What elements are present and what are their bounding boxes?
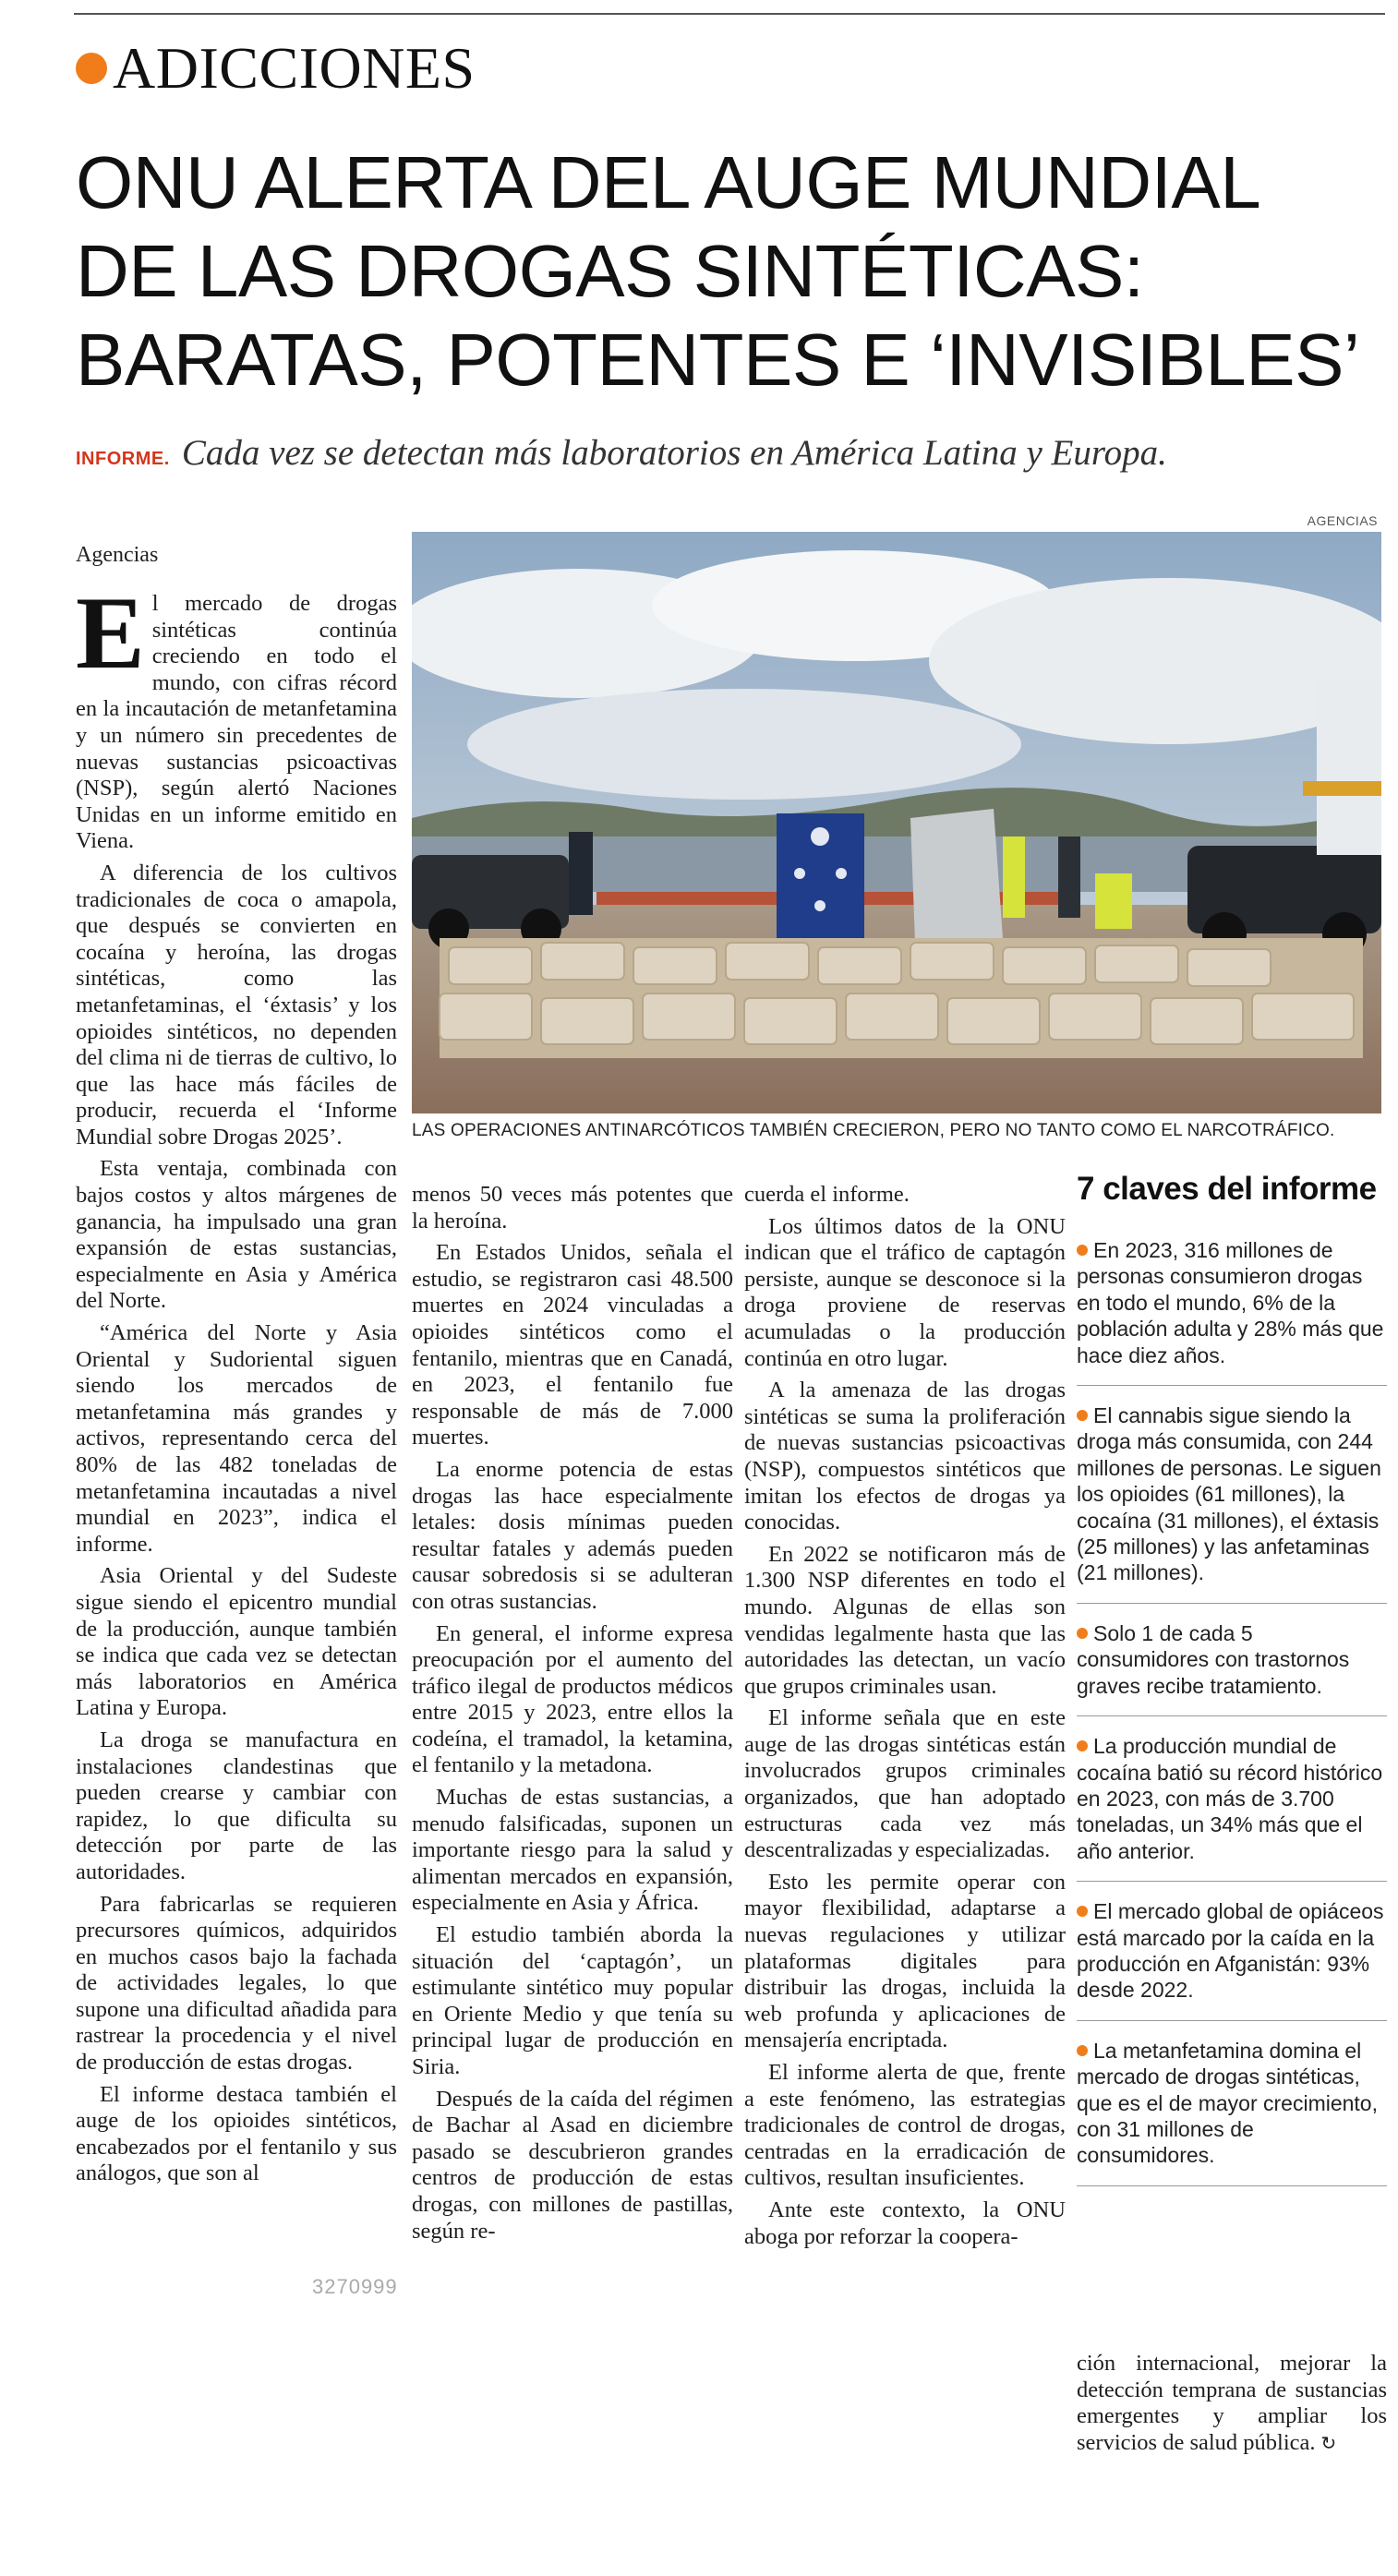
headline xyxy=(76,138,1387,404)
photo-credit: AGENCIAS xyxy=(1307,513,1378,528)
bullet-dot-icon xyxy=(1077,1245,1088,1256)
paragraph: menos 50 veces más potentes que la heroína. xyxy=(412,1182,733,1234)
dropcap: E xyxy=(76,591,145,691)
paragraph: En Estados Unidos, señala el estudio, se registraron casi 48.500 muertes en 2024 vinculadas a opioides sintéticos como el fentanilo, mientras que en Canadá, en 2023, el fentanilo fue responsable de más de 7.000 muertes. xyxy=(412,1240,733,1451)
photo-caption: LAS OPERACIONES ANTINARCÓTICOS TAMBIÉN CRECIERON, PERO NO TANTO COMO EL NARCOTRÁFICO. xyxy=(412,1121,1335,1140)
paragraph: Esta ventaja, combinada con bajos costos y altos márgenes de ganancia, ha impulsado una gran expansión de estas sustancias, especialmente en Asia y América del Norte. xyxy=(76,1156,397,1314)
paragraph: Los últimos datos de la ONU indican que el tráfico de captagón persiste, aunque se desconoce si la droga proviene de reservas acumuladas o la producción continúa en otro lugar. xyxy=(744,1213,1066,1371)
paragraph: En 2022 se notificaron más de 1.300 NSP diferentes en todo el mundo. Algunas de ellas son vendidas legalmente hasta que las autoridades las detectan, un vacío que grupos criminales usan. xyxy=(744,1541,1066,1699)
paragraph: El informe señala que en este auge de las drogas sintéticas están involucrados grupos criminales organizados, que han adoptado estructuras cada vez más descentralizadas y especializadas. xyxy=(744,1705,1066,1863)
paragraph: En general, el informe expresa preocupación por el aumento del tráfico ilegal de productos médicos entre 2015 y 2023, entre ellos la codeína, el tramadol, la ketamina, el fentanilo y la metadona. xyxy=(412,1620,733,1778)
bullet-dot-icon xyxy=(1077,1906,1088,1917)
headline-line: BARATAS, POTENTES E ‘INVISIBLES’ xyxy=(76,319,1360,401)
deck-tag: INFORME. xyxy=(76,449,170,469)
paragraph: El informe destaca también el auge de los opioides sintéticos, encabezados por el fentanilo y sus análogos, que son al xyxy=(76,2081,397,2186)
paragraph: La droga se manufactura en instalaciones clandestinas que pueden crearse y cambiar con rapidez, lo que dificulta su detección por parte de las autoridades. xyxy=(76,1727,397,1884)
paragraph: El informe alerta de que, frente a este fenómeno, las estrategias tradicionales de control de drogas, centradas en la erradicación de cultivos, resultan insuficientes. xyxy=(744,2060,1066,2191)
paragraph: Muchas de estas sustancias, a menudo falsificadas, suponen un importante riesgo para la salud y alimentan mercados en expansión, especialmente en Asia y África. xyxy=(412,1785,733,1916)
page-stamp: 3270999 xyxy=(312,2275,398,2298)
section-header xyxy=(76,35,476,101)
paragraph: A la amenaza de las drogas sintéticas se suma la proliferación de nuevas sustancias psicoactivas (NSP), compuestos sintéticos que imitan los efectos de drogas ya conocidas. xyxy=(744,1378,1066,1535)
bullet-dot-icon xyxy=(1077,2045,1088,2056)
end-mark-icon: ↻ xyxy=(1320,2431,1337,2454)
paragraph: A diferencia de los cultivos tradicionales de coca o amapola, que después se convierten en cocaína y heroína, las drogas sintéticas, como las metanfetaminas, el ‘éxtasis’ y los opioides sintéticos, no dependen del clima ni de tierras de cultivo, lo que las hace más fáciles de producir, recuerda el ‘Informe Mundial sobre Drogas 2025’. xyxy=(76,860,397,1150)
sidebar-item: El cannabis sigue siendo la droga más consumida, con 244 millones de personas. Le siguen los opioides (61 millones), la cocaína (31 millones), el éxtasis (25 millones) y las anfetaminas (21 millones). xyxy=(1077,1402,1387,1604)
byline: Agencias xyxy=(76,543,159,567)
paragraph: Asia Oriental y del Sudeste sigue siendo el epicentro mundial de la producción, aunque también se indica que cada vez se detectan más laboratorios en América Latina y Europa. xyxy=(76,1563,397,1721)
paragraph: “América del Norte y Asia Oriental y Sudoriental siguen siendo los mercados de metanfetamina más grandes y activos, representando cerca del 80% de las 482 toneladas de metanfetamina incautadas a nivel mundial en 2023”, indica el informe. xyxy=(76,1320,397,1557)
sidebar-item: Solo 1 de cada 5 consumidores con trastornos graves recibe tratamiento. xyxy=(1077,1620,1387,1716)
ending-text: ción internacional, mejorar la detección temprana de sustancias emergentes y ampliar los servicios de salud pública. xyxy=(1077,2351,1387,2455)
top-rule xyxy=(74,13,1385,15)
paragraph: Para fabricarlas se requieren precursores químicos, adquiridos en muchos casos bajo la fachada de actividades legales, lo que supone una dificultad añadida para rastrear la procedencia y el nivel de producción de estas drogas. xyxy=(76,1891,397,2076)
sidebar-title: 7 claves del informe xyxy=(1077,1171,1377,1207)
paragraph: Ante este contexto, la ONU aboga por reforzar la coopera- xyxy=(744,2197,1066,2249)
section-label: ADICCIONES xyxy=(113,35,476,101)
paragraph: Esto les permite operar con mayor flexibilidad, adaptarse a nuevas regulaciones y utilizar plataformas digitales para distribuir las drogas, incluida la web profunda y aplicaciones de mensajería encriptada. xyxy=(744,1869,1066,2053)
sidebar-item: La metanfetamina domina el mercado de drogas sintéticas, que es el de mayor crecimiento, con 31 millones de consumidores. xyxy=(1077,2038,1387,2186)
article-column-2 xyxy=(412,1182,733,2567)
paragraph: Después de la caída del régimen de Bachar al Asad en diciembre pasado se descubrieron grandes centros de producción de estas drogas, con millones de pastillas, según re- xyxy=(412,2086,733,2244)
deck xyxy=(76,432,1167,474)
paragraph: La enorme potencia de estas drogas las hace especialmente letales: dosis mínimas pueden resultar fatales y además pueden causar sobredosis si se adulteran con otras sustancias. xyxy=(412,1456,733,1614)
sidebar-item: La producción mundial de cocaína batió su récord histórico en 2023, con más de 3.700 toneladas, un 34% más que el año anterior. xyxy=(1077,1733,1387,1882)
sidebar-box xyxy=(1077,1237,1387,2203)
news-photo xyxy=(412,532,1381,1113)
headline-line: DE LAS DROGAS SINTÉTICAS: xyxy=(76,230,1144,312)
bullet-dot-icon xyxy=(1077,1410,1088,1421)
sidebar-item: El mercado global de opiáceos está marcado por la caída en la producción en Afganistán: 93% desde 2022. xyxy=(1077,1898,1387,2021)
paragraph: El mercado de drogas sintéticas continúa creciendo en todo el mundo, con cifras récord en la incautación de metanfetamina y un número sin precedentes de nuevas sustancias psicoactivas (NSP), según alertó Naciones Unidas en un informe emitido en Viena. xyxy=(76,591,397,854)
bullet-dot-icon xyxy=(1077,1628,1088,1639)
article-column-3 xyxy=(744,1182,1066,2567)
bullet-dot-icon xyxy=(1077,1740,1088,1751)
sidebar-item: En 2023, 316 millones de personas consumieron drogas en todo el mundo, 6% de la población adulta y 28% más que hace diez años. xyxy=(1077,1237,1387,1386)
article-ending xyxy=(1077,2351,1387,2456)
deck-text: Cada vez se detectan más laboratorios en América Latina y Europa. xyxy=(181,433,1167,473)
article-column-1 xyxy=(76,591,397,2565)
section-dot-icon xyxy=(76,53,107,84)
headline-line: ONU ALERTA DEL AUGE MUNDIAL xyxy=(76,141,1261,223)
paragraph: El estudio también aborda la situación del ‘captagón’, un estimulante sintético muy popular en Oriente Medio y que tenía su principal lugar de producción en Siria. xyxy=(412,1922,733,2079)
paragraph: cuerda el informe. xyxy=(744,1182,910,1207)
